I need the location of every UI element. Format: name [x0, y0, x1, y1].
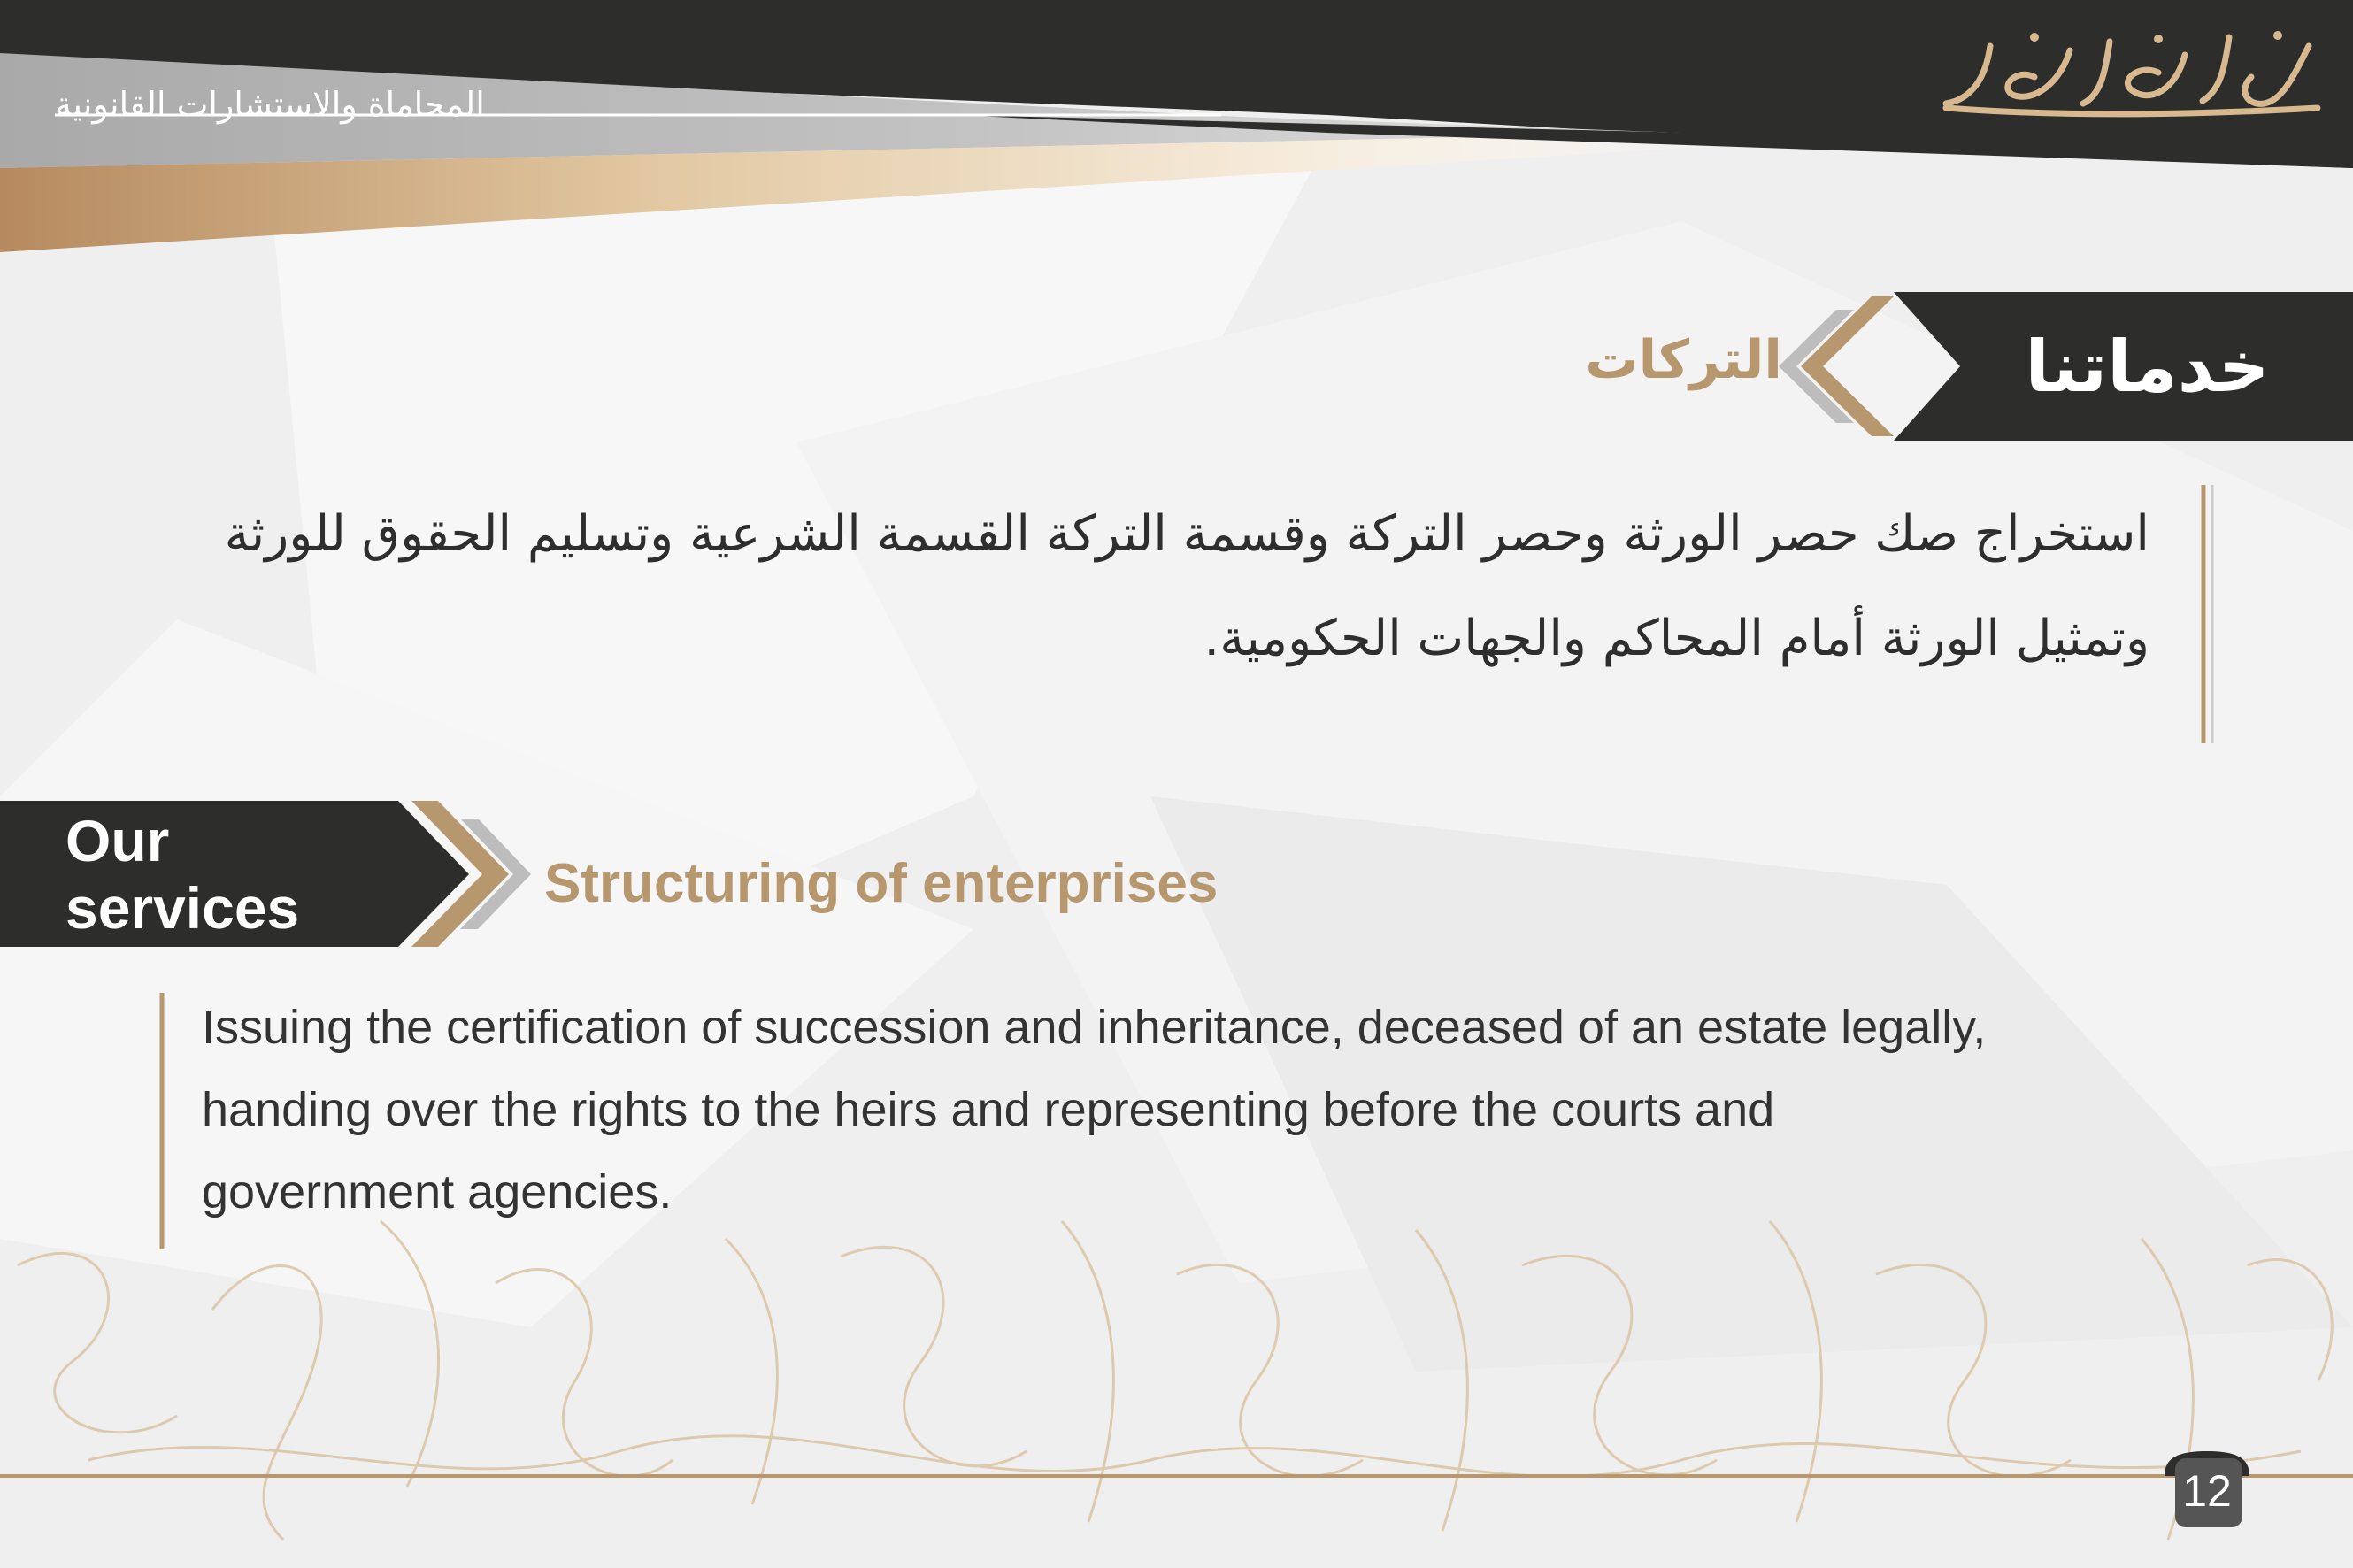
arabic-service-title: التركات	[1585, 329, 1782, 391]
header-tagline: المحاماة والاستشارات القانونية	[55, 85, 485, 124]
english-services-label: Our services	[65, 807, 300, 941]
english-service-title: Structuring of enterprises	[544, 853, 1219, 914]
page-number	[2172, 1451, 2242, 1531]
arabic-service-description: استخراج صك حصر الورثة وحصر التركة وقسمة التركة القسمة الشرعية وتسليم الحقوق للورثة وتمثيل الورثة أمام المحاكم والجهات الحكومية.	[224, 505, 2149, 667]
company-logo	[1928, 19, 2326, 126]
arabic-services-tab	[1888, 292, 2353, 441]
english-service-description: Issuing the certification of succession and inheritance, deceased of an estate legally, handing over the rights to the heirs and representing before the courts and government agencies.	[202, 1001, 1987, 1218]
page-number-text: 12	[2182, 1466, 2232, 1516]
arabic-services-label: خدماتنا	[2025, 325, 2270, 408]
english-services-tab	[0, 801, 416, 947]
